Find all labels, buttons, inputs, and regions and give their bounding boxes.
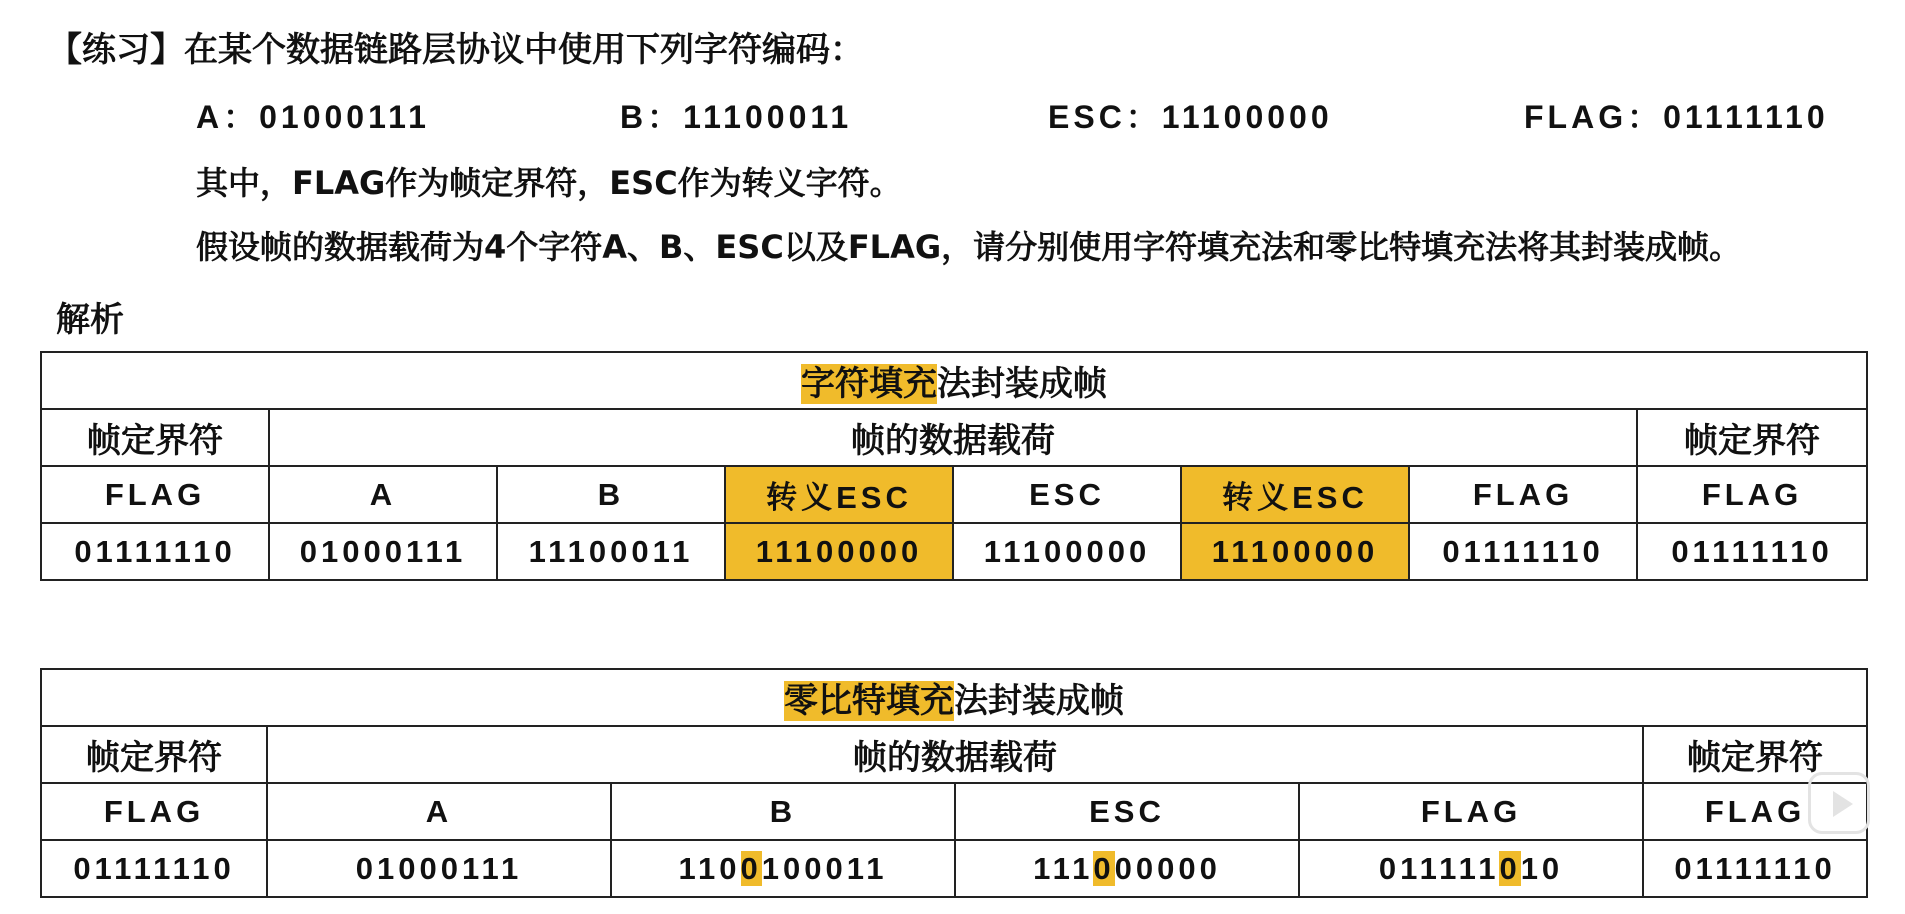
delimiter-header: 帧定界符 — [41, 409, 269, 466]
value-cell: 11100011 — [497, 523, 725, 580]
payload-header: 帧的数据载荷 — [267, 726, 1643, 783]
label-cell: B — [497, 466, 725, 523]
label-cell: ESC — [955, 783, 1299, 840]
stuffed-zero-bit: 0 — [740, 850, 762, 886]
payload-header: 帧的数据载荷 — [269, 409, 1637, 466]
stuffed-zero-bit: 0 — [1499, 850, 1521, 886]
value-cell — [41, 840, 267, 897]
value-cell — [1299, 840, 1643, 897]
value-text: 00000 — [1114, 850, 1221, 886]
value-text: 10 — [1520, 850, 1564, 886]
table-caption — [41, 352, 1867, 409]
escape-value-cell: 11100000 — [725, 523, 953, 580]
byte-stuffing-table — [40, 351, 1868, 581]
escape-value-cell: 11100000 — [1181, 523, 1409, 580]
value-cell: 01111110 — [41, 523, 269, 580]
stuffed-zero-bit: 0 — [1093, 850, 1115, 886]
table-caption — [41, 669, 1867, 726]
label-cell: A — [269, 466, 497, 523]
value-cell: 01000111 — [269, 523, 497, 580]
caption-highlight: 零比特填充 — [784, 681, 954, 721]
question-title: 【练习】在某个数据链路层协议中使用下列字符编码： — [48, 30, 864, 70]
value-text: 111 — [1033, 850, 1094, 886]
label-cell: FLAG — [1299, 783, 1643, 840]
value-cell — [955, 840, 1299, 897]
caption-rest: 法封装成帧 — [954, 681, 1124, 721]
delimiter-header: 帧定界符 — [1637, 409, 1867, 466]
value-text: 100011 — [761, 850, 888, 886]
value-text: 01111110 — [1674, 850, 1836, 886]
value-cell — [611, 840, 955, 897]
label-cell: A — [267, 783, 611, 840]
value-cell — [267, 840, 611, 897]
label-cell: FLAG — [41, 783, 267, 840]
delimiter-header: 帧定界符 — [1643, 726, 1867, 783]
encoding-a: A：01000111 — [196, 99, 430, 135]
delimiter-note: 其中，FLAG作为帧定界符，ESC作为转义字符。 — [196, 164, 902, 202]
analysis-label: 解析 — [56, 300, 124, 340]
value-text: 110 — [678, 850, 741, 886]
task-description: 假设帧的数据载荷为4个字符A、B、ESC以及FLAG，请分别使用字符填充法和零比特填充法将其封装成帧。 — [196, 228, 1742, 266]
value-text: 011111 — [1378, 850, 1500, 886]
caption-rest: 法封装成帧 — [937, 364, 1107, 404]
value-text: 01111110 — [73, 850, 235, 886]
value-text: 01000111 — [355, 850, 523, 886]
bit-stuffing-table — [40, 668, 1868, 898]
label-cell: FLAG — [1643, 783, 1867, 840]
escape-label-cell: 转义ESC — [1181, 466, 1409, 523]
value-cell: 01111110 — [1409, 523, 1637, 580]
label-cell: FLAG — [41, 466, 269, 523]
label-cell: FLAG — [1409, 466, 1637, 523]
encoding-esc: ESC：11100000 — [1048, 99, 1333, 135]
label-cell: B — [611, 783, 955, 840]
encoding-b: B：11100011 — [620, 99, 853, 135]
delimiter-header: 帧定界符 — [41, 726, 267, 783]
value-cell: 11100000 — [953, 523, 1181, 580]
escape-label-cell: 转义ESC — [725, 466, 953, 523]
caption-highlight: 字符填充 — [801, 364, 937, 404]
encoding-flag: FLAG：01111110 — [1524, 99, 1829, 135]
value-cell — [1643, 840, 1867, 897]
label-cell: FLAG — [1637, 466, 1867, 523]
value-cell: 01111110 — [1637, 523, 1867, 580]
video-play-icon — [1808, 772, 1870, 834]
label-cell: ESC — [953, 466, 1181, 523]
